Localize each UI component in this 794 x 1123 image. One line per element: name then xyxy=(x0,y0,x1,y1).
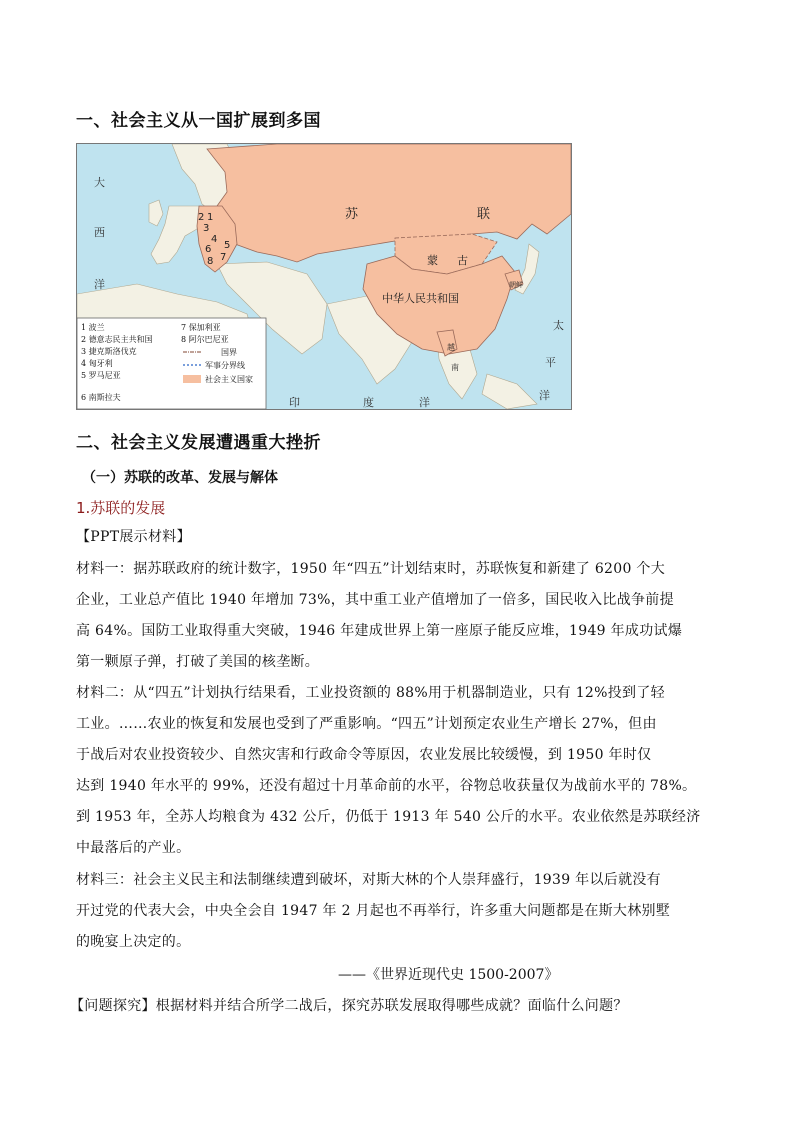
material-line: 第一颗原子弹，打破了美国的核垄断。 xyxy=(76,654,320,670)
map-number-2: 2 xyxy=(198,212,205,223)
source-citation: ——《世界近现代史 1500-2007》 xyxy=(338,967,559,983)
map-label-atlantic-3: 洋 xyxy=(94,278,105,291)
uk-land xyxy=(149,200,163,226)
material-line: 达到 1940 年水平的 99%，还没有超过十月革命前的水平，谷物总收获量仅为战前水平的 78%。 xyxy=(76,778,697,794)
material-line: 材料一：据苏联政府的统计数字，1950 年“四五”计划结束时，苏联恢复和新建了 6200 个大 xyxy=(76,561,666,577)
map-legend xyxy=(77,318,266,409)
map-label-mongolia-a: 蒙 xyxy=(427,254,438,267)
map-label-atlantic-1: 大 xyxy=(94,176,105,189)
material-line: 于战后对农业投资较少、自然灾害和行政命令等原因，农业发展比较缓慢，到 1950 年时仅 xyxy=(76,747,652,763)
subsection-title: （一）苏联的改革、发展与解体 xyxy=(82,470,278,486)
material-line: 的晚宴上决定的。 xyxy=(76,934,191,950)
material-line: 企业，工业总产值比 1940 年增加 73%，其中重工业产值增加了一倍多，国民收入比战争前提 xyxy=(76,592,674,608)
legend-item-8: 8 阿尔巴尼亚 xyxy=(181,335,229,344)
map-number-6: 6 xyxy=(205,244,212,255)
map-number-4: 4 xyxy=(211,234,218,245)
islands-land xyxy=(482,374,537,409)
map-number-3: 3 xyxy=(203,223,210,234)
map-number-7: 7 xyxy=(220,252,227,263)
material-line: 到 1953 年，全苏人均粮食为 432 公斤，仍低于 1913 年 540 公斤的水平。农业依然是苏联经济 xyxy=(76,809,701,825)
socialist-countries-map xyxy=(77,144,571,409)
map-label-ussr-b: 联 xyxy=(477,207,491,222)
legend-border-label: 国界 xyxy=(221,348,237,357)
map-label-indian-3: 洋 xyxy=(419,396,430,409)
map-number-5: 5 xyxy=(224,240,231,251)
map-label-indian-2: 度 xyxy=(363,396,374,409)
map-label-vietnam-b: 南 xyxy=(451,363,459,372)
topic-heading: 1.苏联的发展 xyxy=(76,499,166,517)
section-2-title: 二、社会主义发展遭遇重大挫折 xyxy=(76,433,321,453)
map-label-pacific-1: 太 xyxy=(553,319,564,332)
inquiry-question: 【问题探究】根据材料并结合所学二战后，探究苏联发展取得哪些成就？面临什么问题？ xyxy=(70,998,628,1014)
legend-item-7: 7 保加利亚 xyxy=(181,323,221,332)
legend-item-1: 1 波兰 xyxy=(81,323,105,332)
map-label-korea: 朝鲜 xyxy=(509,281,523,289)
section-1-title: 一、社会主义从一国扩展到多国 xyxy=(76,111,321,131)
legend-item-3: 3 捷克斯洛伐克 xyxy=(81,347,137,356)
legend-item-5: 5 罗马尼亚 xyxy=(81,371,121,380)
legend-military-line-label: 军事分界线 xyxy=(205,361,245,370)
map-label-atlantic-2: 西 xyxy=(94,226,105,239)
map-label-vietnam-a: 越 xyxy=(447,343,455,352)
material-line: 高 64%。国防工业取得重大突破，1946 年建成世界上第一座原子能反应堆，1949 年成功试爆 xyxy=(76,623,683,639)
map-number-1: 1 xyxy=(207,212,214,223)
legend-socialist-swatch xyxy=(183,375,201,383)
map-label-ussr-a: 苏 xyxy=(345,207,359,222)
soviet-union-area xyxy=(207,144,571,262)
legend-item-6: 6 南斯拉夫 xyxy=(81,393,121,402)
legend-socialist-label: 社会主义国家 xyxy=(205,375,253,384)
legend-item-2: 2 德意志民主共和国 xyxy=(81,335,153,344)
map-label-mongolia-b: 古 xyxy=(457,254,468,267)
map-label-pacific-2: 平 xyxy=(545,356,556,369)
legend-item-4: 4 匈牙利 xyxy=(81,359,113,368)
world-map-figure xyxy=(76,143,572,410)
material-line: 工业。……农业的恢复和发展也受到了严重影响。“四五”计划预定农业生产增长 27%，但由 xyxy=(76,716,657,732)
map-number-8: 8 xyxy=(207,256,214,267)
map-label-indian-1: 印 xyxy=(289,396,300,409)
map-label-pacific-3: 洋 xyxy=(539,389,550,402)
material-line: 材料二：从“四五”计划执行结果看，工业投资额的 88%用于机器制造业，只有 12%投到了轻 xyxy=(76,685,665,701)
ppt-material-label: 【PPT展示材料】 xyxy=(76,529,191,545)
material-line: 中最落后的产业。 xyxy=(76,840,191,856)
material-line: 材料三：社会主义民主和法制继续遭到破坏，对斯大林的个人崇拜盛行，1939 年以后就没有 xyxy=(76,872,661,888)
map-label-china: 中华人民共和国 xyxy=(382,292,459,305)
material-line: 开过党的代表大会，中央全会自 1947 年 2 月起也不再举行，许多重大问题都是在斯大林别墅 xyxy=(76,903,671,919)
